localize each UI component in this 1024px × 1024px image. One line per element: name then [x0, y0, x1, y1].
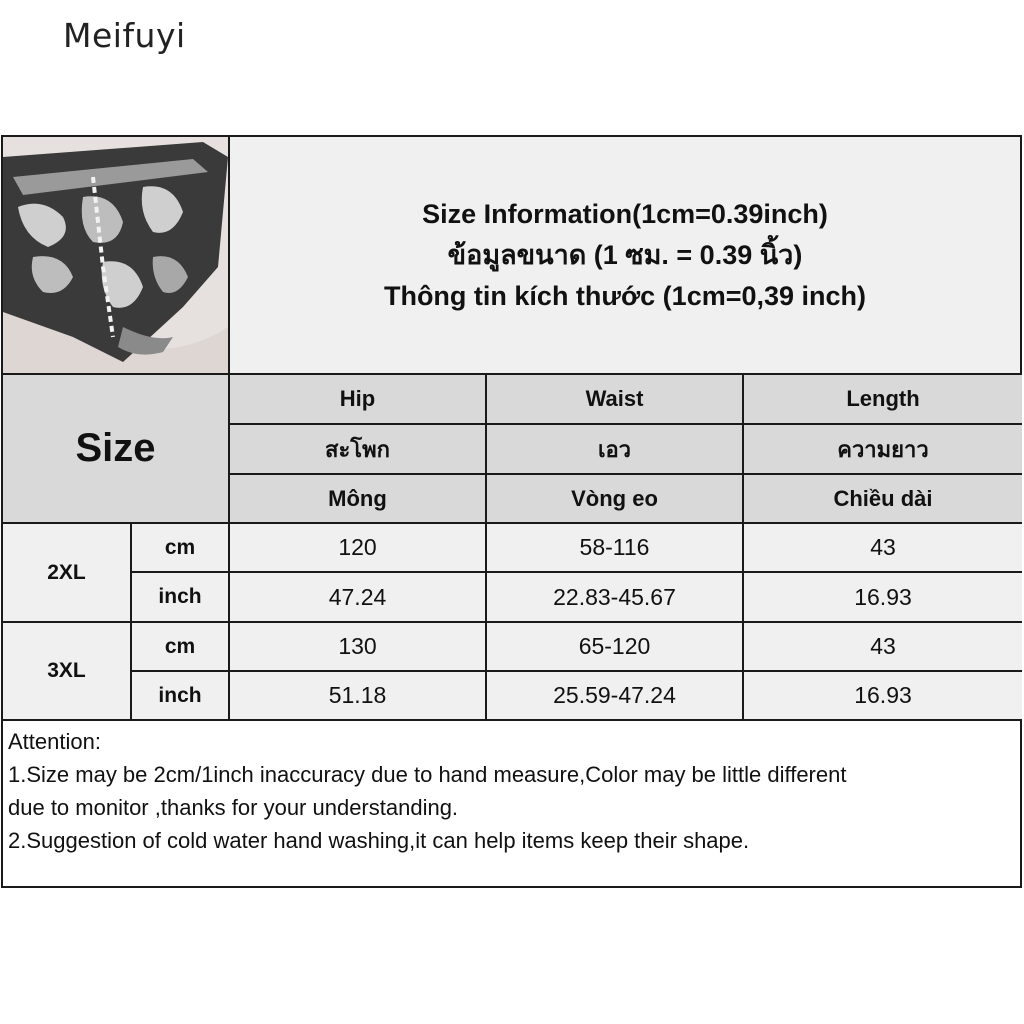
- table-cell: 58-116: [487, 524, 742, 571]
- info-line-english: Size Information(1cm=0.39inch): [422, 199, 828, 229]
- attention-title: Attention:: [8, 729, 101, 754]
- table-cell: 16.93: [744, 672, 1022, 719]
- product-photo: [3, 137, 230, 374]
- info-line-thai: ข้อมูลขนาด (1 ซม. = 0.39 นิ้ว): [447, 240, 803, 270]
- table-cell: 16.93: [744, 573, 1022, 621]
- table-cell: 22.83-45.67: [487, 573, 742, 621]
- size-2xl: 2XL: [3, 524, 130, 621]
- header-waist-vi: Vòng eo: [487, 475, 742, 522]
- attention-line-2: due to monitor ,thanks for your understanding.: [8, 795, 459, 820]
- table-cell: 25.59-47.24: [487, 672, 742, 719]
- table-cell: 43: [744, 524, 1022, 571]
- header-length-vi: Chiều dài: [744, 475, 1022, 522]
- unit-inch: inch: [132, 672, 228, 719]
- attention-line-3: 2.Suggestion of cold water hand washing,it can help items keep their shape.: [8, 828, 750, 853]
- attention-notes: [8, 725, 1008, 857]
- header-length-en: Length: [744, 375, 1022, 423]
- header-hip-en: Hip: [230, 375, 485, 423]
- table-cell: 43: [744, 623, 1022, 670]
- header-length-th: ความยาว: [744, 425, 1022, 473]
- header-hip-vi: Mông: [230, 475, 485, 522]
- header-hip-th: สะโพก: [230, 425, 485, 473]
- unit-cm: cm: [132, 623, 228, 670]
- table-cell: 130: [230, 623, 485, 670]
- size-information-header: [230, 137, 1020, 374]
- table-cell: 65-120: [487, 623, 742, 670]
- header-waist-en: Waist: [487, 375, 742, 423]
- size-chart: [1, 135, 1022, 888]
- header-waist-th: เอว: [487, 425, 742, 473]
- brand-logo: Meifuyi: [63, 16, 186, 55]
- unit-inch: inch: [132, 573, 228, 621]
- table-cell: 120: [230, 524, 485, 571]
- table-cell: 51.18: [230, 672, 485, 719]
- info-line-vietnamese: Thông tin kích thước (1cm=0,39 inch): [383, 281, 867, 311]
- size-column-label: Size: [3, 375, 228, 522]
- unit-cm: cm: [132, 524, 228, 571]
- size-3xl: 3XL: [3, 623, 130, 719]
- attention-line-1: 1.Size may be 2cm/1inch inaccuracy due to hand measure,Color may be little different: [8, 762, 847, 787]
- table-cell: 47.24: [230, 573, 485, 621]
